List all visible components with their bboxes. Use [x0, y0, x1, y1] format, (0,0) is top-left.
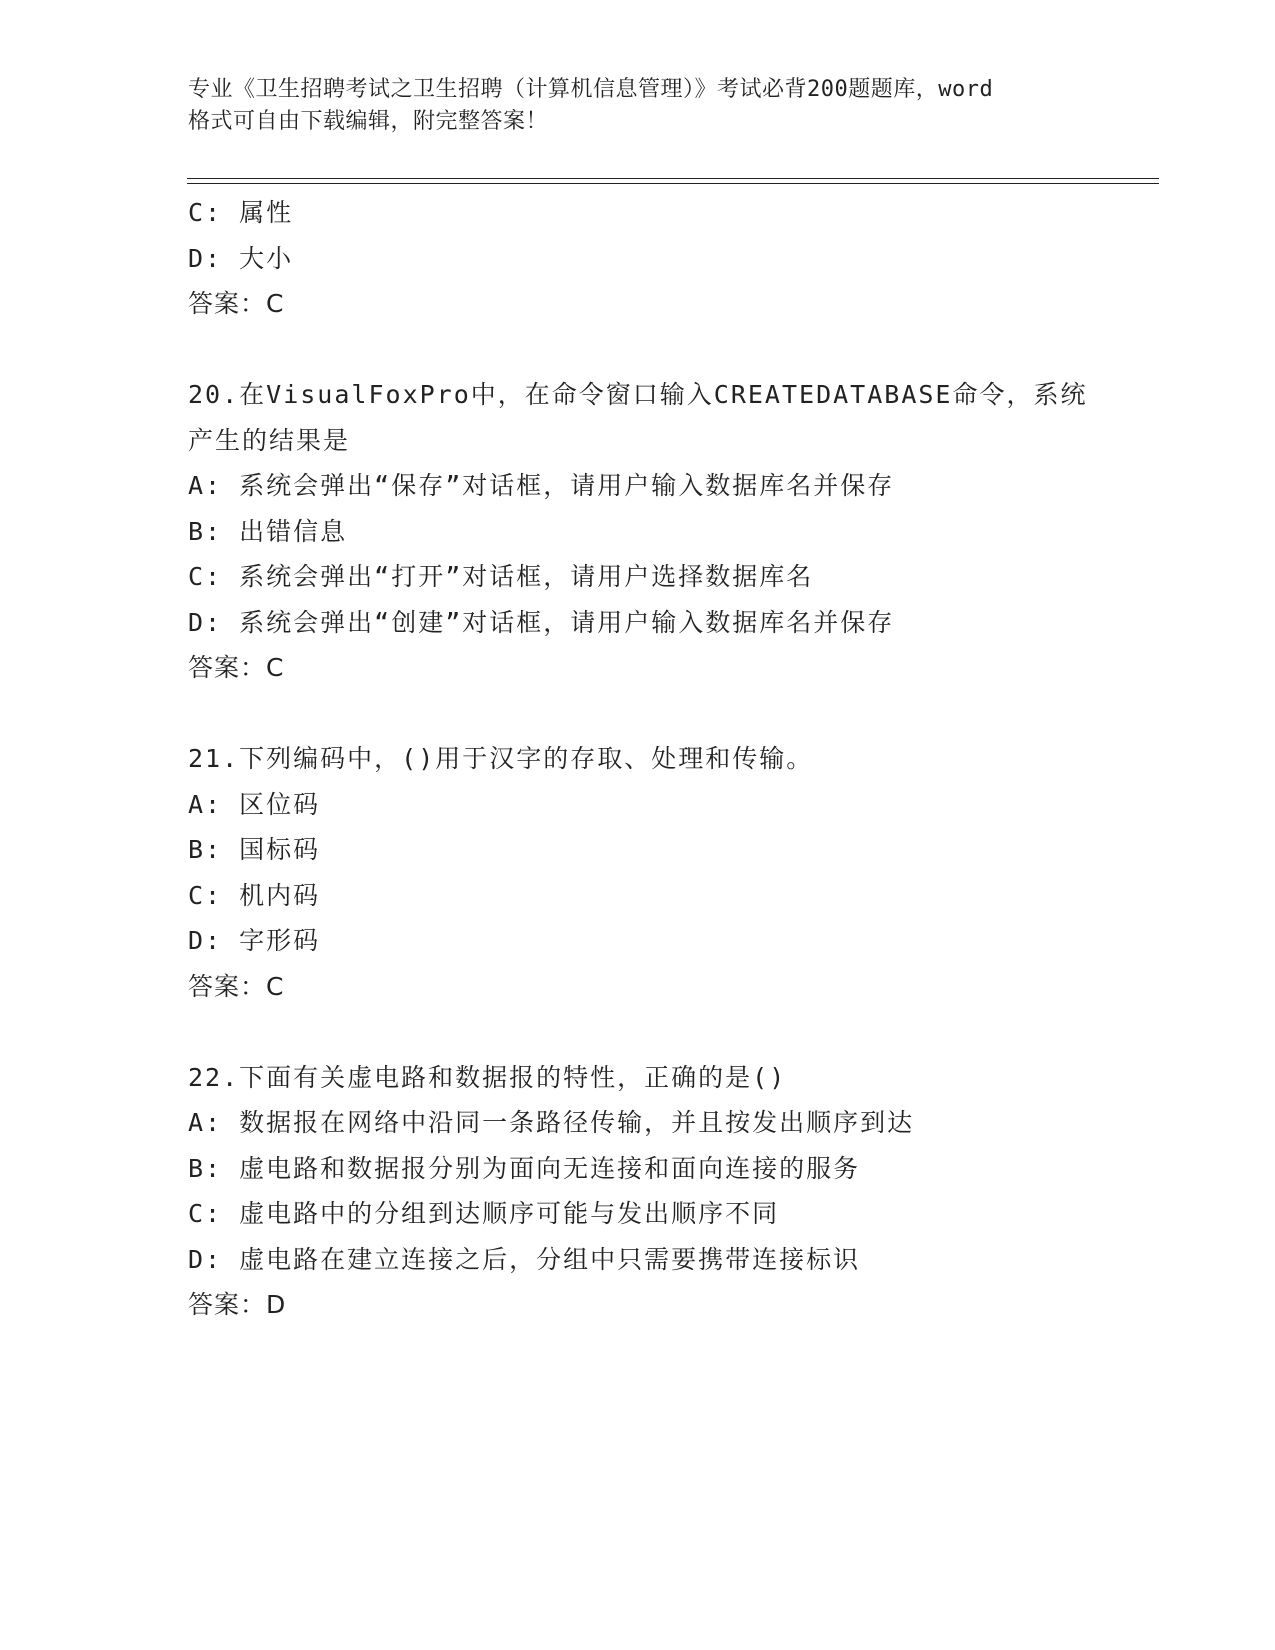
question-21 — [188, 736, 1148, 1009]
spacer — [188, 327, 1148, 373]
option-c: C: 机内码 — [188, 880, 321, 910]
question-22 — [188, 1055, 1148, 1328]
option-b: B: 国标码 — [188, 835, 321, 864]
question-title-continued: 产生的结果是 — [188, 425, 351, 455]
option-d: D: 字形码 — [188, 926, 321, 955]
option-d: D: 虚电路在建立连接之后，分组中只需要携带连接标识 — [188, 1244, 861, 1274]
question-title: 22.下面有关虚电路和数据报的特性，正确的是() — [188, 1062, 787, 1092]
answer-line: 答案：D — [188, 1290, 287, 1319]
option-d: D: 系统会弹出“创建”对话框，请用户输入数据库名并保存 — [188, 607, 895, 637]
option-a: A: 数据报在网络中沿同一条路径传输，并且按发出顺序到达 — [188, 1108, 915, 1137]
document-header — [188, 74, 1088, 138]
option-c: C: 虚电路中的分组到达顺序可能与发出顺序不同 — [188, 1199, 780, 1228]
spacer — [188, 691, 1148, 737]
option-d: D: 大小 — [188, 243, 294, 273]
answer-line: 答案：C — [188, 971, 285, 1001]
header-divider-bottom — [187, 183, 1159, 184]
question-title: 21.下列编码中，()用于汉字的存取、处理和传输。 — [188, 744, 814, 773]
question-fragment — [188, 190, 1148, 327]
header-line-1: 专业《卫生招聘考试之卫生招聘（计算机信息管理）》考试必背200题题库，word — [188, 77, 994, 102]
header-divider-top — [187, 178, 1159, 179]
question-title: 20.在VisualFoxPro中，在命令窗口输入CREATEDATABASE命令，系统 — [188, 380, 1088, 409]
option-a: A: 区位码 — [188, 789, 321, 819]
answer-line: 答案：C — [188, 653, 285, 682]
option-a: A: 系统会弹出“保存”对话框，请用户输入数据库名并保存 — [188, 471, 895, 500]
question-20 — [188, 372, 1148, 691]
option-c: C: 属性 — [188, 198, 294, 227]
answer-line: 答案：C — [188, 289, 285, 318]
document-body — [188, 190, 1148, 1328]
spacer — [188, 1009, 1148, 1055]
header-line-2: 格式可自由下载编辑，附完整答案！ — [188, 109, 549, 134]
option-b: B: 虚电路和数据报分别为面向无连接和面向连接的服务 — [188, 1153, 861, 1183]
option-c: C: 系统会弹出“打开”对话框，请用户选择数据库名 — [188, 562, 814, 591]
option-b: B: 出错信息 — [188, 516, 348, 546]
